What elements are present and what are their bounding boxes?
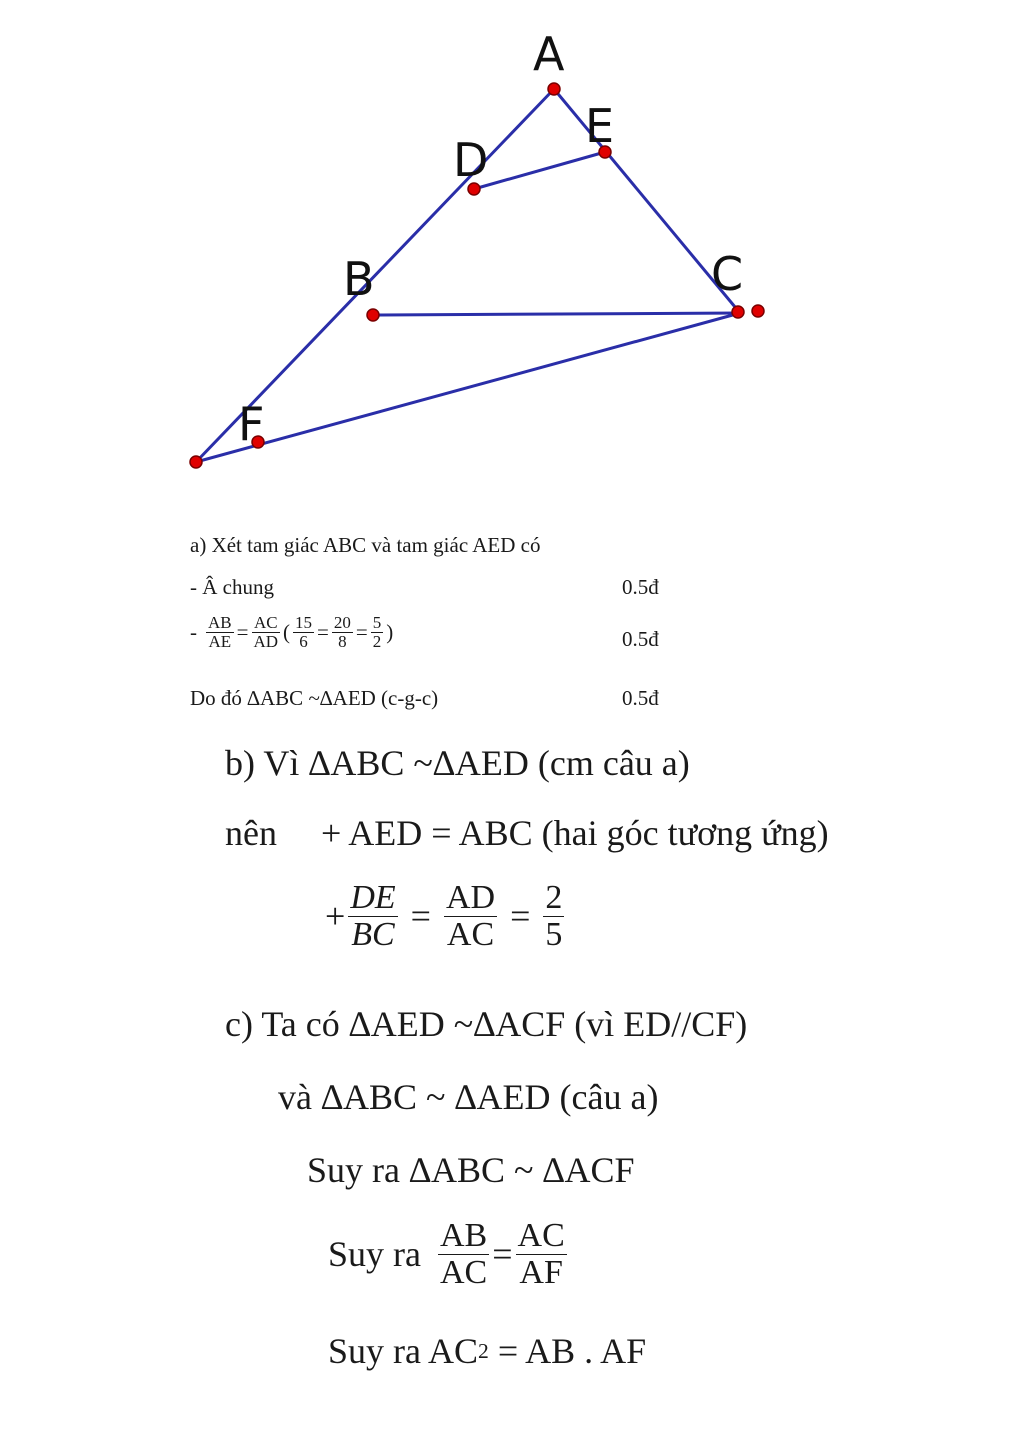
- part-a-item1: - Â chung: [190, 575, 274, 599]
- label-D: D: [453, 133, 489, 187]
- segment-FC: [196, 313, 740, 462]
- point-B: [367, 309, 379, 321]
- fraction-20-8: $\frac{20}{8}$: [333, 613, 351, 651]
- score-3: 0.5đ: [622, 686, 659, 710]
- point-C: [732, 306, 744, 318]
- part-a-conclusion: Do đó ∆ABC ~∆AED (c-g-c): [190, 686, 439, 710]
- triangle-figure: [0, 0, 1024, 500]
- part-a-item2: - $\frac{AB}{AE}$ = $\frac{AC}{AD}$ ( $\frac{15}{6}$ = $\frac{20}{8}$ = $\frac{5}{2}$ ): [190, 613, 394, 651]
- part-c-line5: Suy ra AC 2 = AB . AF: [328, 1331, 647, 1371]
- part-b-line1: b) Vì ∆ABC ~∆AED (cm câu a): [225, 743, 690, 783]
- label-F: F: [238, 397, 265, 451]
- label-B: B: [343, 252, 375, 306]
- fraction-5-2: $\frac{5}{2}$: [372, 613, 382, 651]
- point-extra-left: [190, 456, 202, 468]
- score-2: 0.5đ: [622, 627, 659, 651]
- point-A: [548, 83, 560, 95]
- label-C: C: [711, 247, 744, 301]
- fraction-2-5: $\frac{2}{5}$: [545, 879, 563, 953]
- label-A: A: [533, 27, 565, 81]
- part-b-fraction-line: + $\frac{DE}{BC}$ = $\frac{AD}{AC}$ = $\frac{2}{5}$: [325, 879, 563, 953]
- fraction-15-6: $\frac{15}{6}$: [295, 613, 313, 651]
- segment-BC: [373, 313, 740, 315]
- fraction-AC-AF: $\frac{AC}{AF}$: [517, 1217, 565, 1291]
- fraction-AD-AC: $\frac{AD}{AC}$: [445, 879, 496, 953]
- part-c-line3: Suy ra ∆ABC ~ ∆ACF: [307, 1150, 635, 1190]
- point-extra-right: [752, 305, 764, 317]
- part-a-title: a) Xét tam giác ABC và tam giác AED có: [190, 533, 541, 557]
- fraction-AB-AE: $\frac{AB}{AE}$: [208, 613, 232, 651]
- label-E: E: [585, 99, 615, 153]
- fraction-DE-BC: $\frac{DE}{BC}$: [350, 879, 396, 953]
- part-c-line4: Suy ra $\frac{AB}{AC}$ = $\frac{AC}{AF}$: [328, 1217, 565, 1291]
- part-c-line2: và ∆ABC ~ ∆AED (câu a): [278, 1077, 659, 1117]
- fraction-AB-AC: $\frac{AB}{AC}$: [440, 1217, 488, 1291]
- part-b-line2: nên + AED = ABC (hai góc tương ứng): [225, 813, 829, 853]
- dash: -: [190, 619, 197, 644]
- fraction-AC-AD: $\frac{AC}{AD}$: [253, 613, 279, 651]
- segment-DE: [474, 152, 605, 189]
- part-c-line1: c) Ta có ∆AED ~∆ACF (vì ED//CF): [225, 1004, 748, 1044]
- score-1: 0.5đ: [622, 575, 659, 599]
